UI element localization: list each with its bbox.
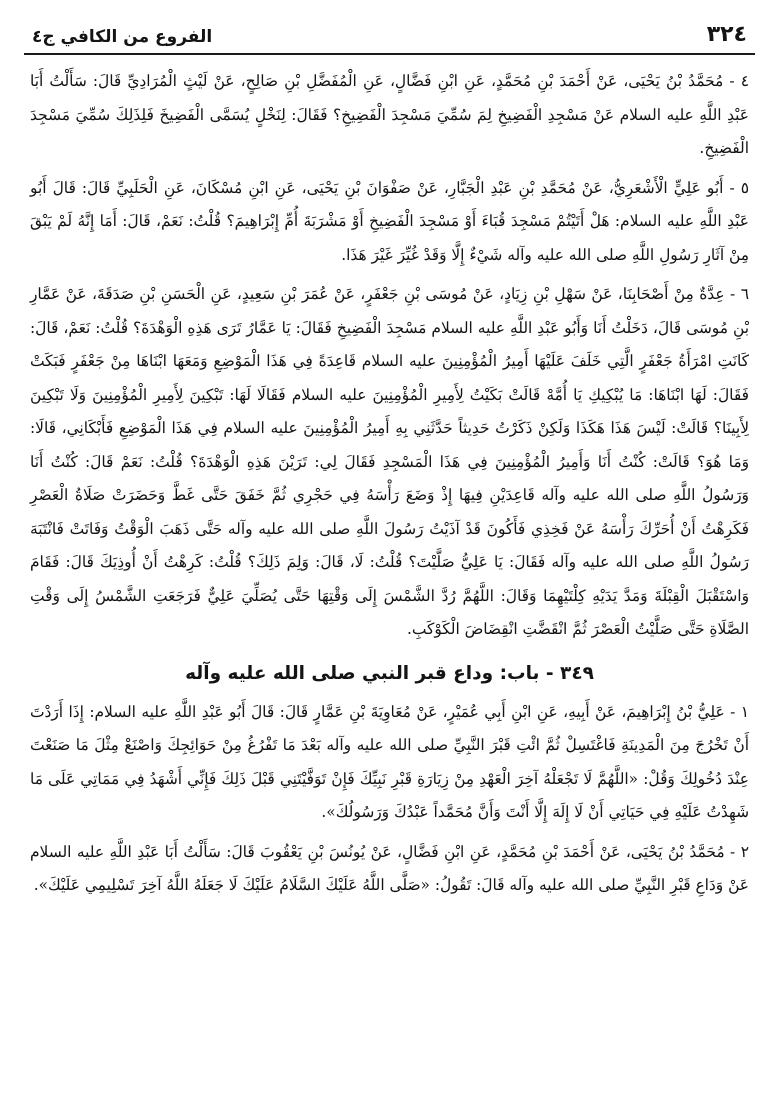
page-header [24, 22, 755, 55]
hadith-6: ٦ - عِدَّةٌ مِنْ أَصْحَابِنَا، عَنْ سَهْلِ بْنِ زِيَادٍ، عَنْ مُوسَى بْنِ جَعْفَرٍ، عَنْ عُمَرَ بْنِ سَعِيدٍ، عَنِ الْحَسَنِ بْنِ صَدَقَةَ، عَنْ عَمَّارِ بْنِ مُوسَى قَالَ، دَخَلْتُ أَنَا وَأَبُو عَبْدِ اللَّهِ عليه السلام مَسْجِدَ الْفَضِيخِ فَقَالَ: يَا عَمَّارُ تَرَى هَذِهِ الْوَهْدَةَ؟ قُلْتُ: نَعَمْ، قَالَ: كَانَتِ امْرَأَةُ جَعْفَرٍ الَّتِي خَلَفَ عَلَيْهَا أَمِيرُ الْمُؤْمِنِينَ عليه السلام قَاعِدَةً فِي هَذَا الْمَوْضِعِ وَمَعَهَا ابْنَاهَا مِنْ جَعْفَرٍ فَبَكَتْ فَقَالَ: لَهَا ابْنَاهَا: مَا يُبْكِيكِ يَا أُمَّهْ قَالَتْ بَكَيْتُ لِأَمِيرِ الْمُؤْمِنِينَ عليه السلام فَقَالَا لَهَا: تَبْكِينَ لِأَمِيرِ الْمُؤْمِنِينَ وَلَا تَبْكِينَ لِأَبِينَا؟ قَالَتْ: لَيْسَ هَذَا هَكَذَا وَلَكِنْ ذَكَرْتُ حَدِيثاً حَدَّثَنِي بِهِ أَمِيرُ الْمُؤْمِنِينَ عليه السلام فِي هَذَا الْمَوْضِعِ فَأَبْكَانِي، قَالَا: وَمَا هُوَ؟ قَالَتْ: كُنْتُ أَنَا وَأَمِيرُ الْمُؤْمِنِينَ فِي هَذَا الْمَسْجِدِ فَقَالَ لِي: تَرَيْنَ هَذِهِ الْوَهْدَةَ؟ قُلْتُ: نَعَمْ قَالَ: كُنْتُ أَنَا وَرَسُولُ اللَّهِ صلى الله عليه وآله قَاعِدَيْنِ فِيهَا إِذْ وَضَعَ رَأْسَهُ فِي حَجْرِي ثُمَّ خَفَقَ حَتَّى غَطَّ وَحَضَرَتْ صَلَاةُ الْعَصْرِ فَكَرِهْتُ أَنْ أُحَرِّكَ رَأْسَهُ عَنْ فَخِذِي فَأَكُونَ قَدْ آذَيْتُ رَسُولَ اللَّهِ صلى الله عليه وآله حَتَّى ذَهَبَ الْوَقْتُ وَفَاتَتْ فَانْتَبَهَ رَسُولُ اللَّهِ صلى الله عليه وآله فَقَالَ: يَا عَلِيُّ صَلَّيْتَ؟ قُلْتُ: لَا، قَالَ: وَلِمَ ذَلِكَ؟ قُلْتُ: كَرِهْتُ أَنْ أُوذِيَكَ قَالَ: فَقَامَ وَاسْتَقْبَلَ الْقِبْلَةَ وَمَدَّ يَدَيْهِ كِلْتَيْهِمَا وَقَالَ: اللَّهُمَّ رُدَّ الشَّمْسَ إِلَى وَقْتِهَا حَتَّى يُصَلِّيَ عَلِيٌّ فَرَجَعَتِ الشَّمْسُ إِلَى وَقْتِ الصَّلَاةِ حَتَّى صَلَّيْتُ الْعَصْرَ ثُمَّ انْقَضَّتِ انْقِضَاضَ الْكَوْكَبِ. [30, 285, 749, 638]
hadith-4: ٤ - مُحَمَّدُ بْنُ يَحْيَى، عَنْ أَحْمَدَ بْنِ مُحَمَّدٍ، عَنِ ابْنِ فَضَّالٍ، عَنِ الْمُفَضَّلِ بْنِ صَالِحٍ، عَنْ لَيْثٍ الْمُرَادِيِّ قَالَ: سَأَلْتُ أَبَا عَبْدِ اللَّهِ عليه السلام عَنْ مَسْجِدِ الْفَضِيخِ لِمَ سُمِّيَ مَسْجِدَ الْفَضِيخِ؟ فَقَالَ: لِنَخْلٍ يُسَمَّى الْفَضِيخَ فَلِذَلِكَ سُمِّيَ مَسْجِدَ الْفَضِيخِ. [30, 72, 749, 157]
hadith-1: ١ - عَلِيُّ بْنُ إِبْرَاهِيمَ، عَنْ أَبِيهِ، عَنِ ابْنِ أَبِي عُمَيْرٍ، عَنْ مُعَاوِيَةَ بْنِ عَمَّارٍ قَالَ: قَالَ أَبُو عَبْدِ اللَّهِ عليه السلام: إِذَا أَرَدْتَ أَنْ تَخْرُجَ مِنَ الْمَدِينَةِ فَاغْتَسِلْ ثُمَّ ائْتِ قَبْرَ النَّبِيِّ صلى الله عليه وآله بَعْدَ مَا تَفْرُغُ مِنْ حَوَائِجِكَ وَاصْنَعْ مِثْلَ مَا صَنَعْتَ عِنْدَ دُخُولِكَ وَقُلْ: «اللَّهُمَّ لَا تَجْعَلْهُ آخِرَ الْعَهْدِ مِنْ زِيَارَةِ قَبْرِ نَبِيِّكَ فَإِنْ تَوَفَّيْتَنِي قَبْلَ ذَلِكَ فَإِنِّي أَشْهَدُ فِي مَمَاتِي عَلَى مَا شَهِدْتُ عَلَيْهِ فِي حَيَاتِي أَنْ لَا إِلَهَ إِلَّا أَنْتَ وَأَنَّ مُحَمَّداً عَبْدُكَ وَرَسُولُكَ». [30, 702, 749, 821]
hadith-5: ٥ - أَبُو عَلِيٍّ الْأَشْعَرِيُّ، عَنْ مُحَمَّدِ بْنِ عَبْدِ الْجَبَّارِ، عَنْ صَفْوَانَ بْنِ يَحْيَى، عَنِ ابْنِ مُسْكَانَ، عَنِ الْحَلَبِيِّ قَالَ: قَالَ أَبُو عَبْدِ اللَّهِ عليه السلام: هَلْ أَتَيْتُمْ مَسْجِدَ قُبَاءَ أَوْ مَسْجِدَ الْفَضِيخِ أَوْ مَشْرَبَةَ أُمِّ إِبْرَاهِيمَ؟ قُلْتُ: نَعَمْ، قَالَ: أَمَا إِنَّهُ لَمْ يَبْقَ مِنْ آثَارِ رَسُولِ اللَّهِ صلى الله عليه وآله شَيْءٌ إِلَّا وَقَدْ غُيِّرَ غَيْرَ هَذَا. [30, 178, 749, 264]
page-number: ٣٢٤ [706, 22, 747, 47]
hadith-2: ٢ - مُحَمَّدُ بْنُ يَحْيَى، عَنْ أَحْمَدَ بْنِ مُحَمَّدٍ، عَنِ ابْنِ فَضَّالٍ، عَنْ يُونُسَ بْنِ يَعْقُوبَ قَالَ: سَأَلْتُ أَبَا عَبْدِ اللَّهِ عليه السلام عَنْ وَدَاعِ قَبْرِ النَّبِيِّ صلى الله عليه وآله قَالَ: تَقُولُ: «صَلَّى اللَّهُ عَلَيْكَ السَّلَامُ عَلَيْكَ لَا جَعَلَهُ اللَّهُ آخِرَ تَسْلِيمِي عَلَيْكَ». [30, 842, 749, 894]
running-title: الفروع من الكافي ج٤ [32, 27, 213, 47]
page-body [24, 55, 755, 903]
chapter-heading: ٣٤٩ - باب: وداع قبر النبي صلى الله عليه وآله [185, 662, 594, 684]
